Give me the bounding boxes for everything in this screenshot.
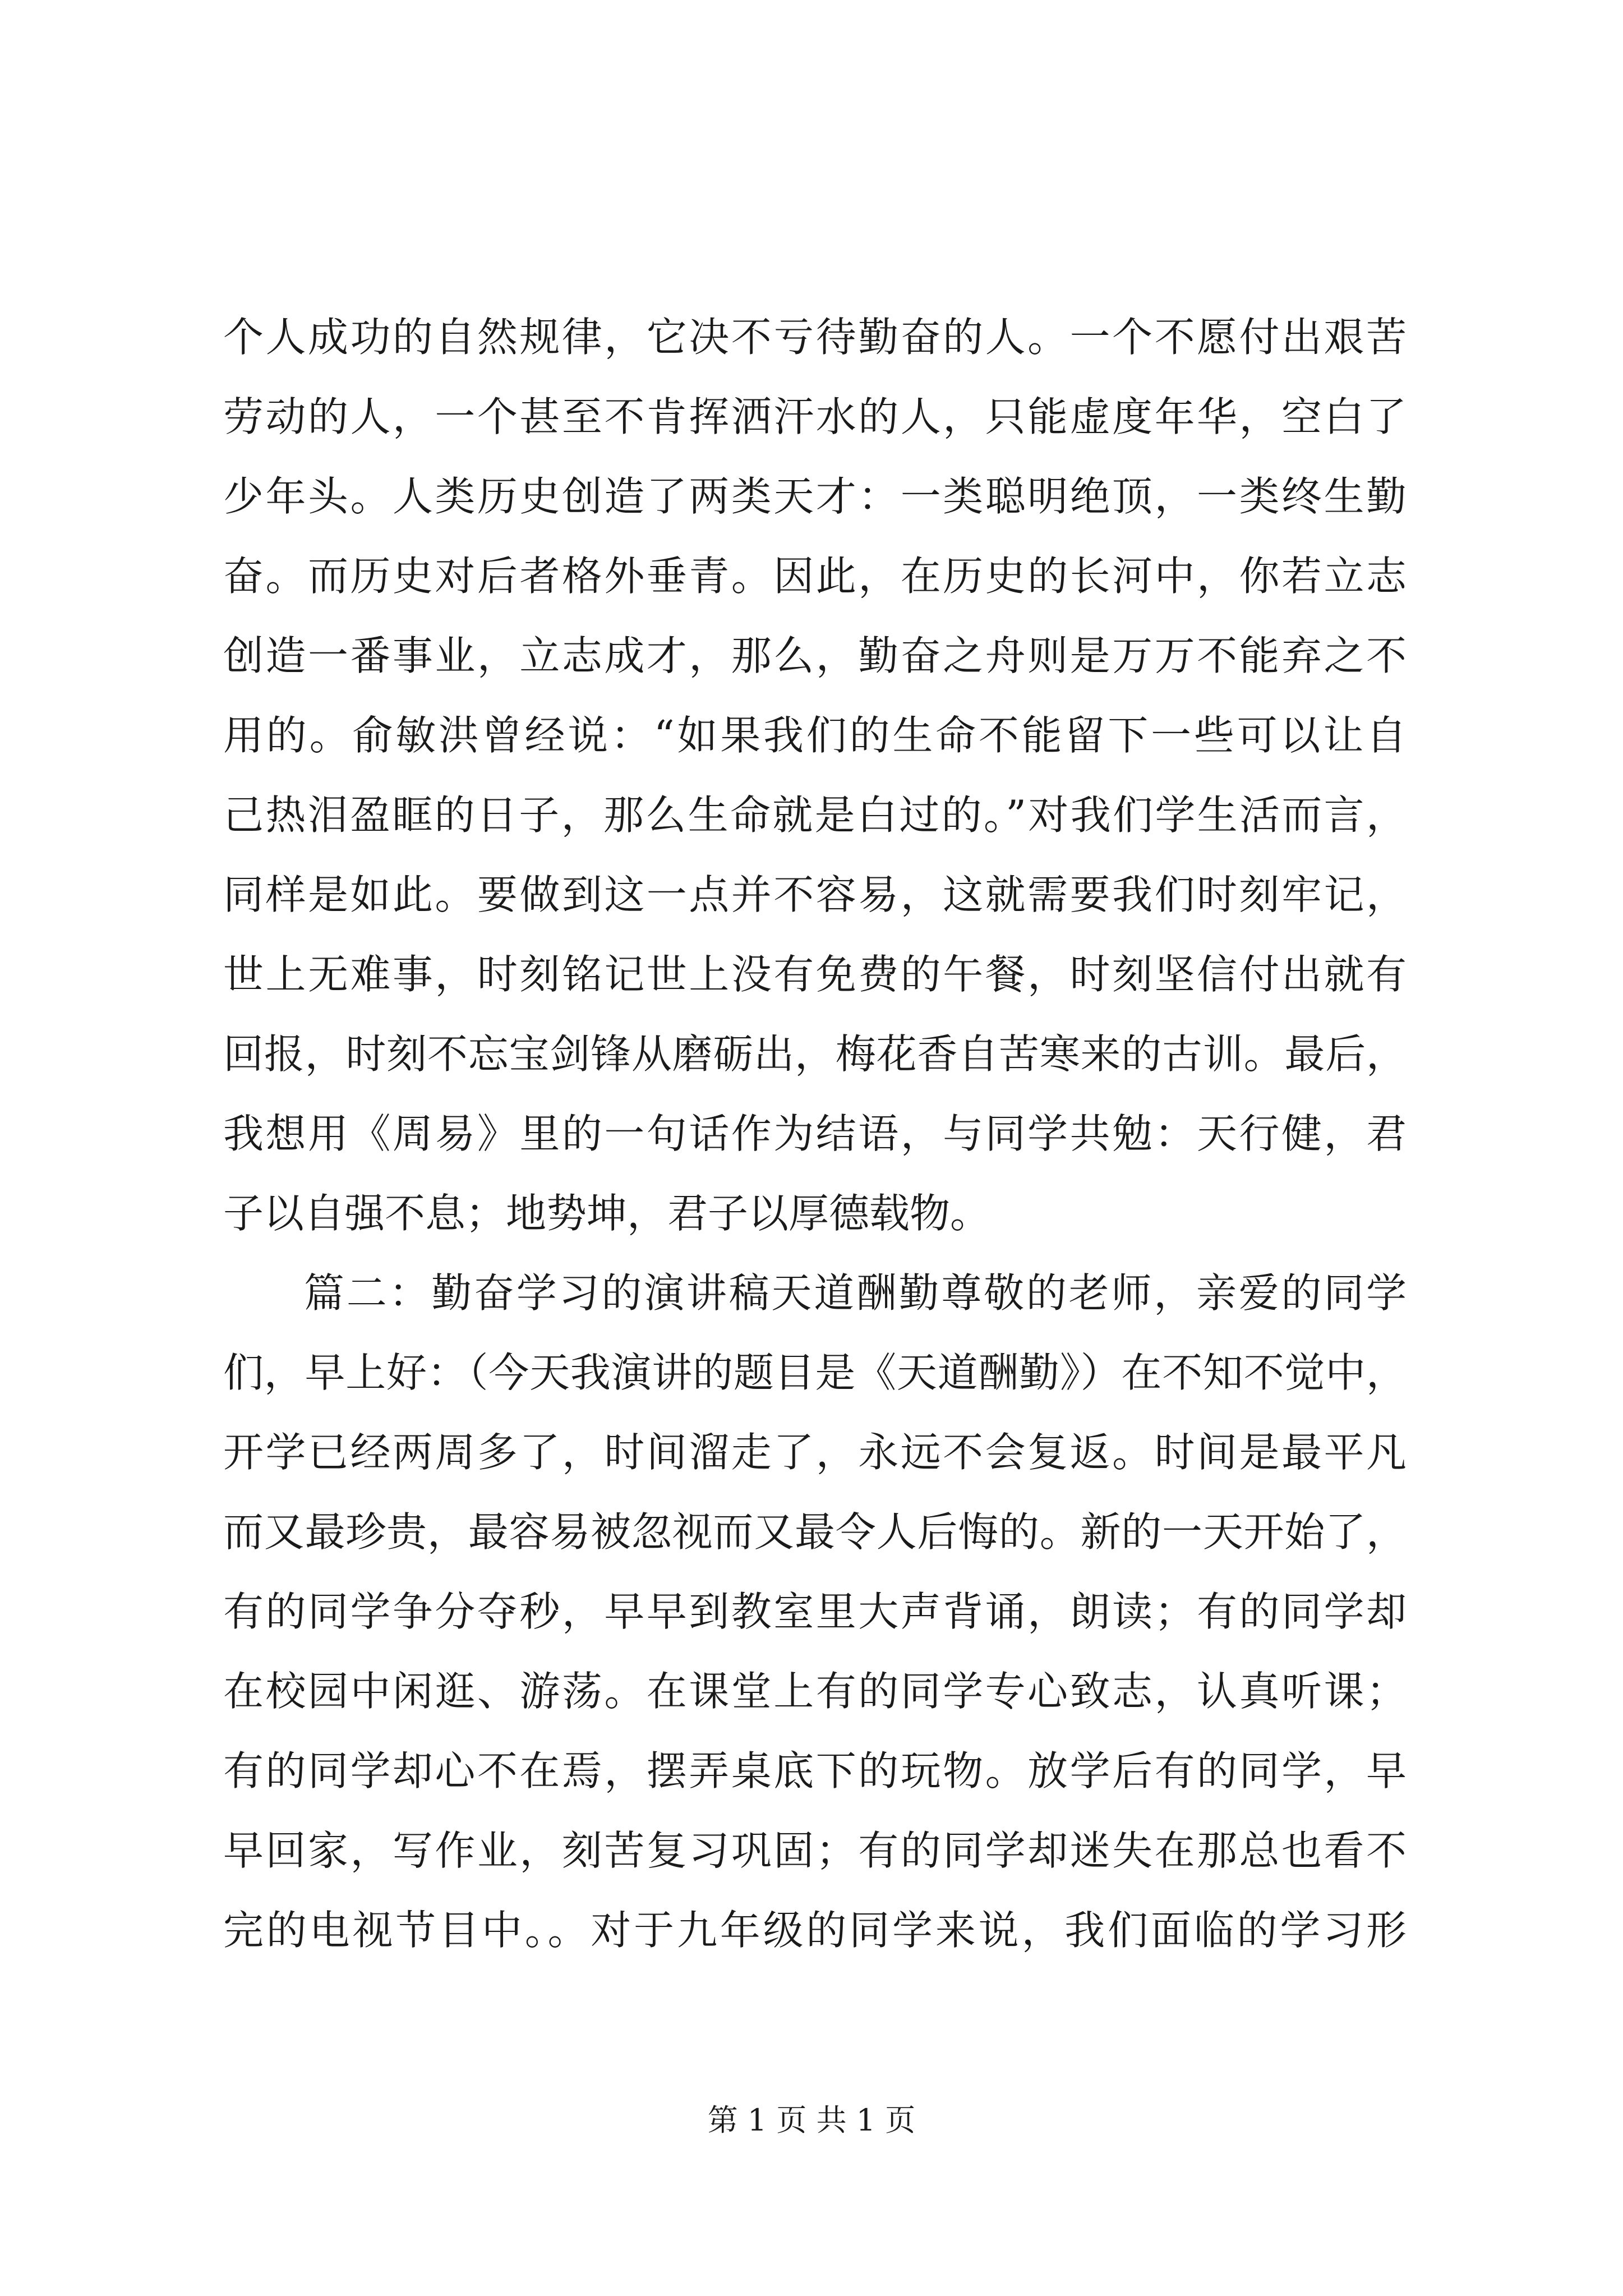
text-line: 少年头。人类历史创造了两类天才：一类聪明绝顶，一类终生勤: [223, 473, 1407, 520]
text-line: 创造一番事业，立志成才，那么，勤奋之舟则是万万不能弃之不: [223, 632, 1407, 679]
page-footer: 第 1 页 共 1 页: [707, 2102, 916, 2138]
text-line: 完的电视节目中。。对于九年级的同学来说，我们面临的学习形: [223, 1907, 1407, 1954]
text-line: 劳动的人，一个甚至不肯挥洒汗水的人，只能虚度年华，空白了: [223, 393, 1407, 440]
text-line: 回报，时刻不忘宝剑锋从磨砺出，梅花香自苦寒来的古训。最后，: [223, 1030, 1407, 1078]
text-line: 在校园中闲逛、游荡。在课堂上有的同学专心致志，认真听课；: [223, 1668, 1407, 1715]
text-line: 同样是如此。要做到这一点并不容易，这就需要我们时刻牢记，: [223, 871, 1407, 918]
text-line: 有的同学却心不在焉，摆弄桌底下的玩物。放学后有的同学，早: [223, 1747, 1407, 1795]
text-line: 奋。而历史对后者格外垂青。因此，在历史的长河中，你若立志: [223, 553, 1407, 600]
text-line: 子以自强不息；地势坤，君子以厚德载物。: [223, 1190, 991, 1237]
text-line: 己热泪盈眶的日子，那么生命就是白过的。”对我们学生活而言，: [223, 792, 1407, 839]
text-line: 而又最珍贵，最容易被忽视而又最令人后悔的。新的一天开始了，: [223, 1508, 1407, 1556]
text-line: 有的同学争分夺秒，早早到教室里大声背诵，朗读；有的同学却: [223, 1588, 1407, 1635]
text-line: 们，早上好：（今天我演讲的题目是《天道酬勤》）在不知不觉中，: [223, 1349, 1407, 1396]
text-line: 世上无难事，时刻铭记世上没有免费的午餐，时刻坚信付出就有: [223, 951, 1407, 998]
text-line: 个人成功的自然规律，它决不亏待勤奋的人。一个不愿付出艰苦: [223, 314, 1407, 361]
text-line: 篇二：勤奋学习的演讲稿天道酬勤尊敬的老师，亲爱的同学: [304, 1269, 1407, 1317]
text-line: 开学已经两周多了，时间溜走了，永远不会复返。时间是最平凡: [223, 1429, 1407, 1476]
text-line: 我想用《周易》里的一句话作为结语，与同学共勉：天行健，君: [223, 1110, 1407, 1157]
document-body: [223, 297, 1407, 1970]
text-line: 早回家，写作业，刻苦复习巩固；有的同学却迷失在那总也看不: [223, 1827, 1407, 1874]
text-line: 用的。俞敏洪曾经说：“如果我们的生命不能留下一些可以让自: [223, 712, 1407, 759]
